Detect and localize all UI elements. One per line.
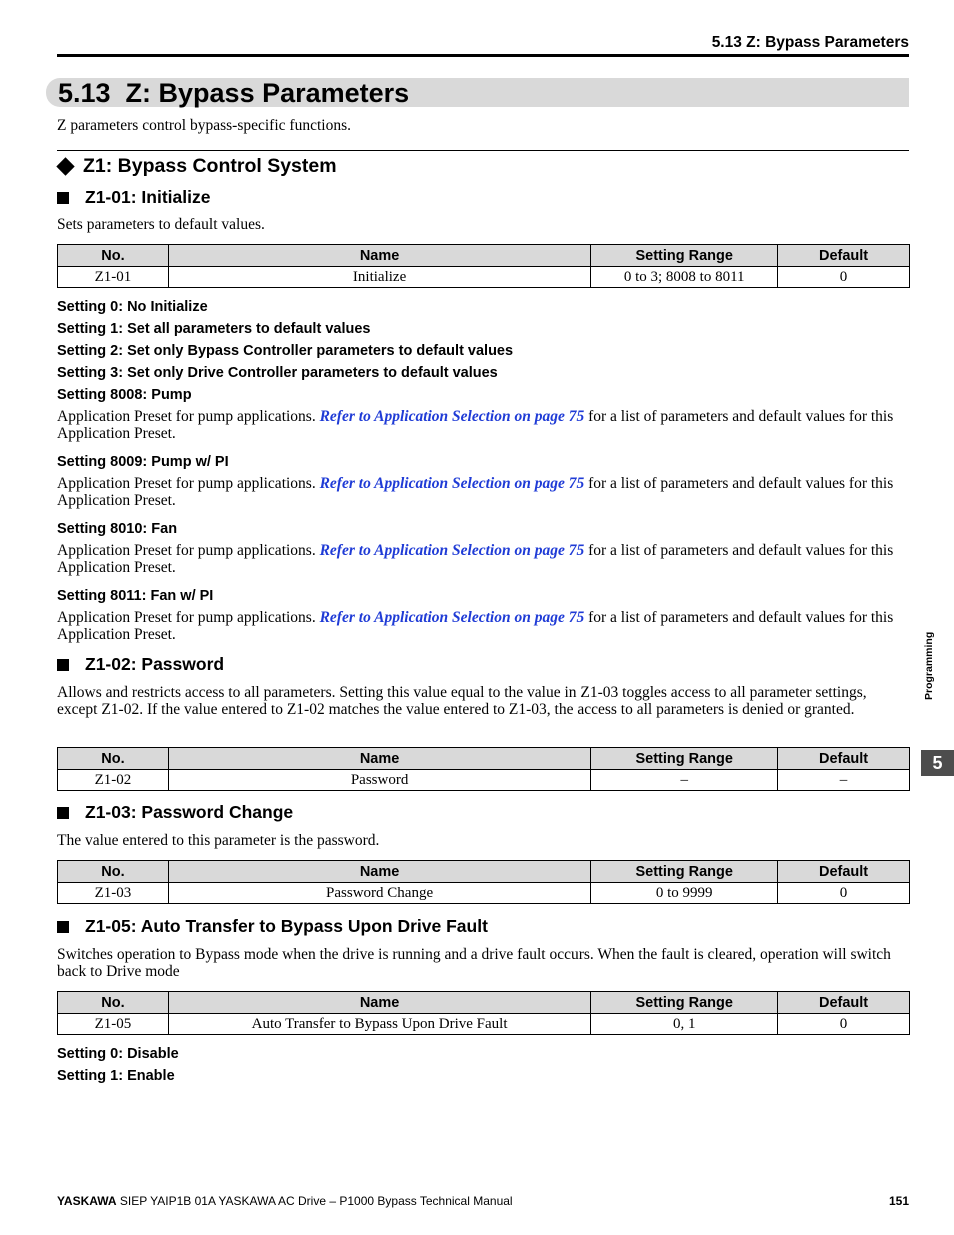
text-run: Application Preset for pump applications. [57, 475, 320, 492]
cell-range: 0 to 9999 [591, 883, 778, 904]
cell-no: Z1-03 [58, 883, 169, 904]
footer-title: SIEP YAIP1B 01A YASKAWA AC Drive – P1000 Bypass Technical Manual [116, 1194, 513, 1208]
header-default: Default [778, 992, 910, 1014]
setting-label: Setting 0: No Initialize [57, 299, 208, 315]
param-description: Sets parameters to default values. [57, 216, 265, 233]
table-row [58, 1014, 910, 1035]
chapter-number-tab[interactable]: 5 [921, 750, 954, 776]
cell-range: – [591, 770, 778, 791]
header-no: No. [58, 861, 169, 883]
cross-reference-link[interactable]: Refer to Application Selection on page 75 [319, 408, 585, 425]
param-description: Switches operation to Bypass mode when the drive is running and a drive fault occurs. When the fault is cleared, operation will switch back to Drive mode [57, 946, 891, 980]
chapter-side-label: Programming [923, 631, 935, 700]
cell-default: 0 [778, 883, 910, 904]
param-heading-z1-05 [57, 916, 488, 937]
setting-description [57, 542, 910, 576]
text-run: for a list of parameters and default values for this Application Preset. [57, 542, 894, 576]
param-title: Z1-01: Initialize [85, 187, 211, 207]
cell-default: – [778, 770, 910, 791]
footer-brand: YASKAWA [57, 1194, 117, 1208]
text-run: for a list of parameters and default values for this Application Preset. [57, 475, 894, 509]
text-run: Application Preset for pump applications. [57, 408, 320, 425]
cell-name: Auto Transfer to Bypass Upon Drive Fault [168, 1014, 590, 1035]
param-heading-z1-02 [57, 654, 224, 675]
table-row [58, 883, 910, 904]
cell-no: Z1-02 [58, 770, 169, 791]
setting-label: Setting 3: Set only Drive Controller parameters to default values [57, 365, 498, 381]
setting-label: Setting 0: Disable [57, 1046, 179, 1062]
setting-label: Setting 8011: Fan w/ PI [57, 588, 214, 604]
cross-reference-link[interactable]: Refer to Application Selection on page 75 [319, 609, 585, 626]
diamond-bullet-icon [56, 157, 74, 175]
parameter-table-z1-03 [57, 860, 910, 904]
subsection-title: Z1: Bypass Control System [83, 155, 337, 177]
cell-name: Initialize [168, 267, 590, 288]
cross-reference-link[interactable]: Refer to Application Selection on page 75 [319, 475, 585, 492]
cross-reference-link[interactable]: Refer to Application Selection on page 75 [319, 542, 585, 559]
header-no: No. [58, 748, 169, 770]
square-bullet-icon [57, 807, 69, 819]
subsection-heading [57, 155, 337, 178]
setting-label: Setting 1: Set all parameters to default values [57, 321, 371, 337]
text-run: for a list of parameters and default values for this Application Preset. [57, 609, 894, 643]
header-name: Name [168, 748, 590, 770]
cell-default: 0 [778, 267, 910, 288]
header-no: No. [58, 992, 169, 1014]
section-title: 5.13 Z: Bypass Parameters [58, 78, 410, 108]
text-run: Application Preset for pump applications. [57, 542, 320, 559]
section-intro: Z parameters control bypass-specific functions. [57, 117, 351, 134]
square-bullet-icon [57, 921, 69, 933]
parameter-table-z1-05 [57, 991, 910, 1035]
cell-range: 0 to 3; 8008 to 8011 [591, 267, 778, 288]
param-description: The value entered to this parameter is the password. [57, 832, 380, 849]
cell-range: 0, 1 [591, 1014, 778, 1035]
subsection-rule [57, 150, 909, 151]
header-default: Default [778, 861, 910, 883]
header-name: Name [168, 245, 590, 267]
header-default: Default [778, 245, 910, 267]
header-default: Default [778, 748, 910, 770]
header-range: Setting Range [591, 861, 778, 883]
param-title: Z1-02: Password [85, 654, 225, 674]
setting-description [57, 475, 910, 509]
cell-no: Z1-05 [58, 1014, 169, 1035]
setting-label: Setting 8009: Pump w/ PI [57, 454, 229, 470]
text-run: Application Preset for pump applications. [57, 609, 320, 626]
page-number: 151 [888, 1194, 909, 1208]
header-range: Setting Range [591, 748, 778, 770]
header-no: No. [58, 245, 169, 267]
param-title: Z1-03: Password Change [85, 802, 294, 822]
footer-text [57, 1194, 513, 1208]
setting-label: Setting 2: Set only Bypass Controller parameters to default values [57, 343, 514, 359]
header-name: Name [168, 861, 590, 883]
cell-name: Password [168, 770, 590, 791]
parameter-table-z1-01 [57, 244, 910, 288]
cell-no: Z1-01 [58, 267, 169, 288]
header-range: Setting Range [591, 992, 778, 1014]
header-rule [57, 54, 909, 57]
setting-description [57, 408, 910, 442]
param-heading-z1-03 [57, 802, 293, 823]
setting-description [57, 609, 910, 643]
header-name: Name [168, 992, 590, 1014]
parameter-table-z1-02 [57, 747, 910, 791]
setting-label: Setting 1: Enable [57, 1068, 175, 1084]
table-row [58, 770, 910, 791]
cell-default: 0 [778, 1014, 910, 1035]
running-header: 5.13 Z: Bypass Parameters [711, 34, 909, 51]
param-heading-z1-01 [57, 187, 210, 208]
param-title: Z1-05: Auto Transfer to Bypass Upon Drive Fault [85, 916, 488, 936]
text-run: for a list of parameters and default values for this Application Preset. [57, 408, 894, 442]
square-bullet-icon [57, 659, 69, 671]
param-description: Allows and restricts access to all parameters. Setting this value equal to the value in Z1-03 toggles access to all parameter settings, except Z1-02. If the value entered to Z1-02 matches the value entered to Z1-03, the access to all parameters is denied or granted. [57, 684, 867, 718]
setting-label: Setting 8010: Fan [57, 521, 178, 537]
header-range: Setting Range [591, 245, 778, 267]
setting-label: Setting 8008: Pump [57, 387, 192, 403]
table-row [58, 267, 910, 288]
square-bullet-icon [57, 192, 69, 204]
cell-name: Password Change [168, 883, 590, 904]
